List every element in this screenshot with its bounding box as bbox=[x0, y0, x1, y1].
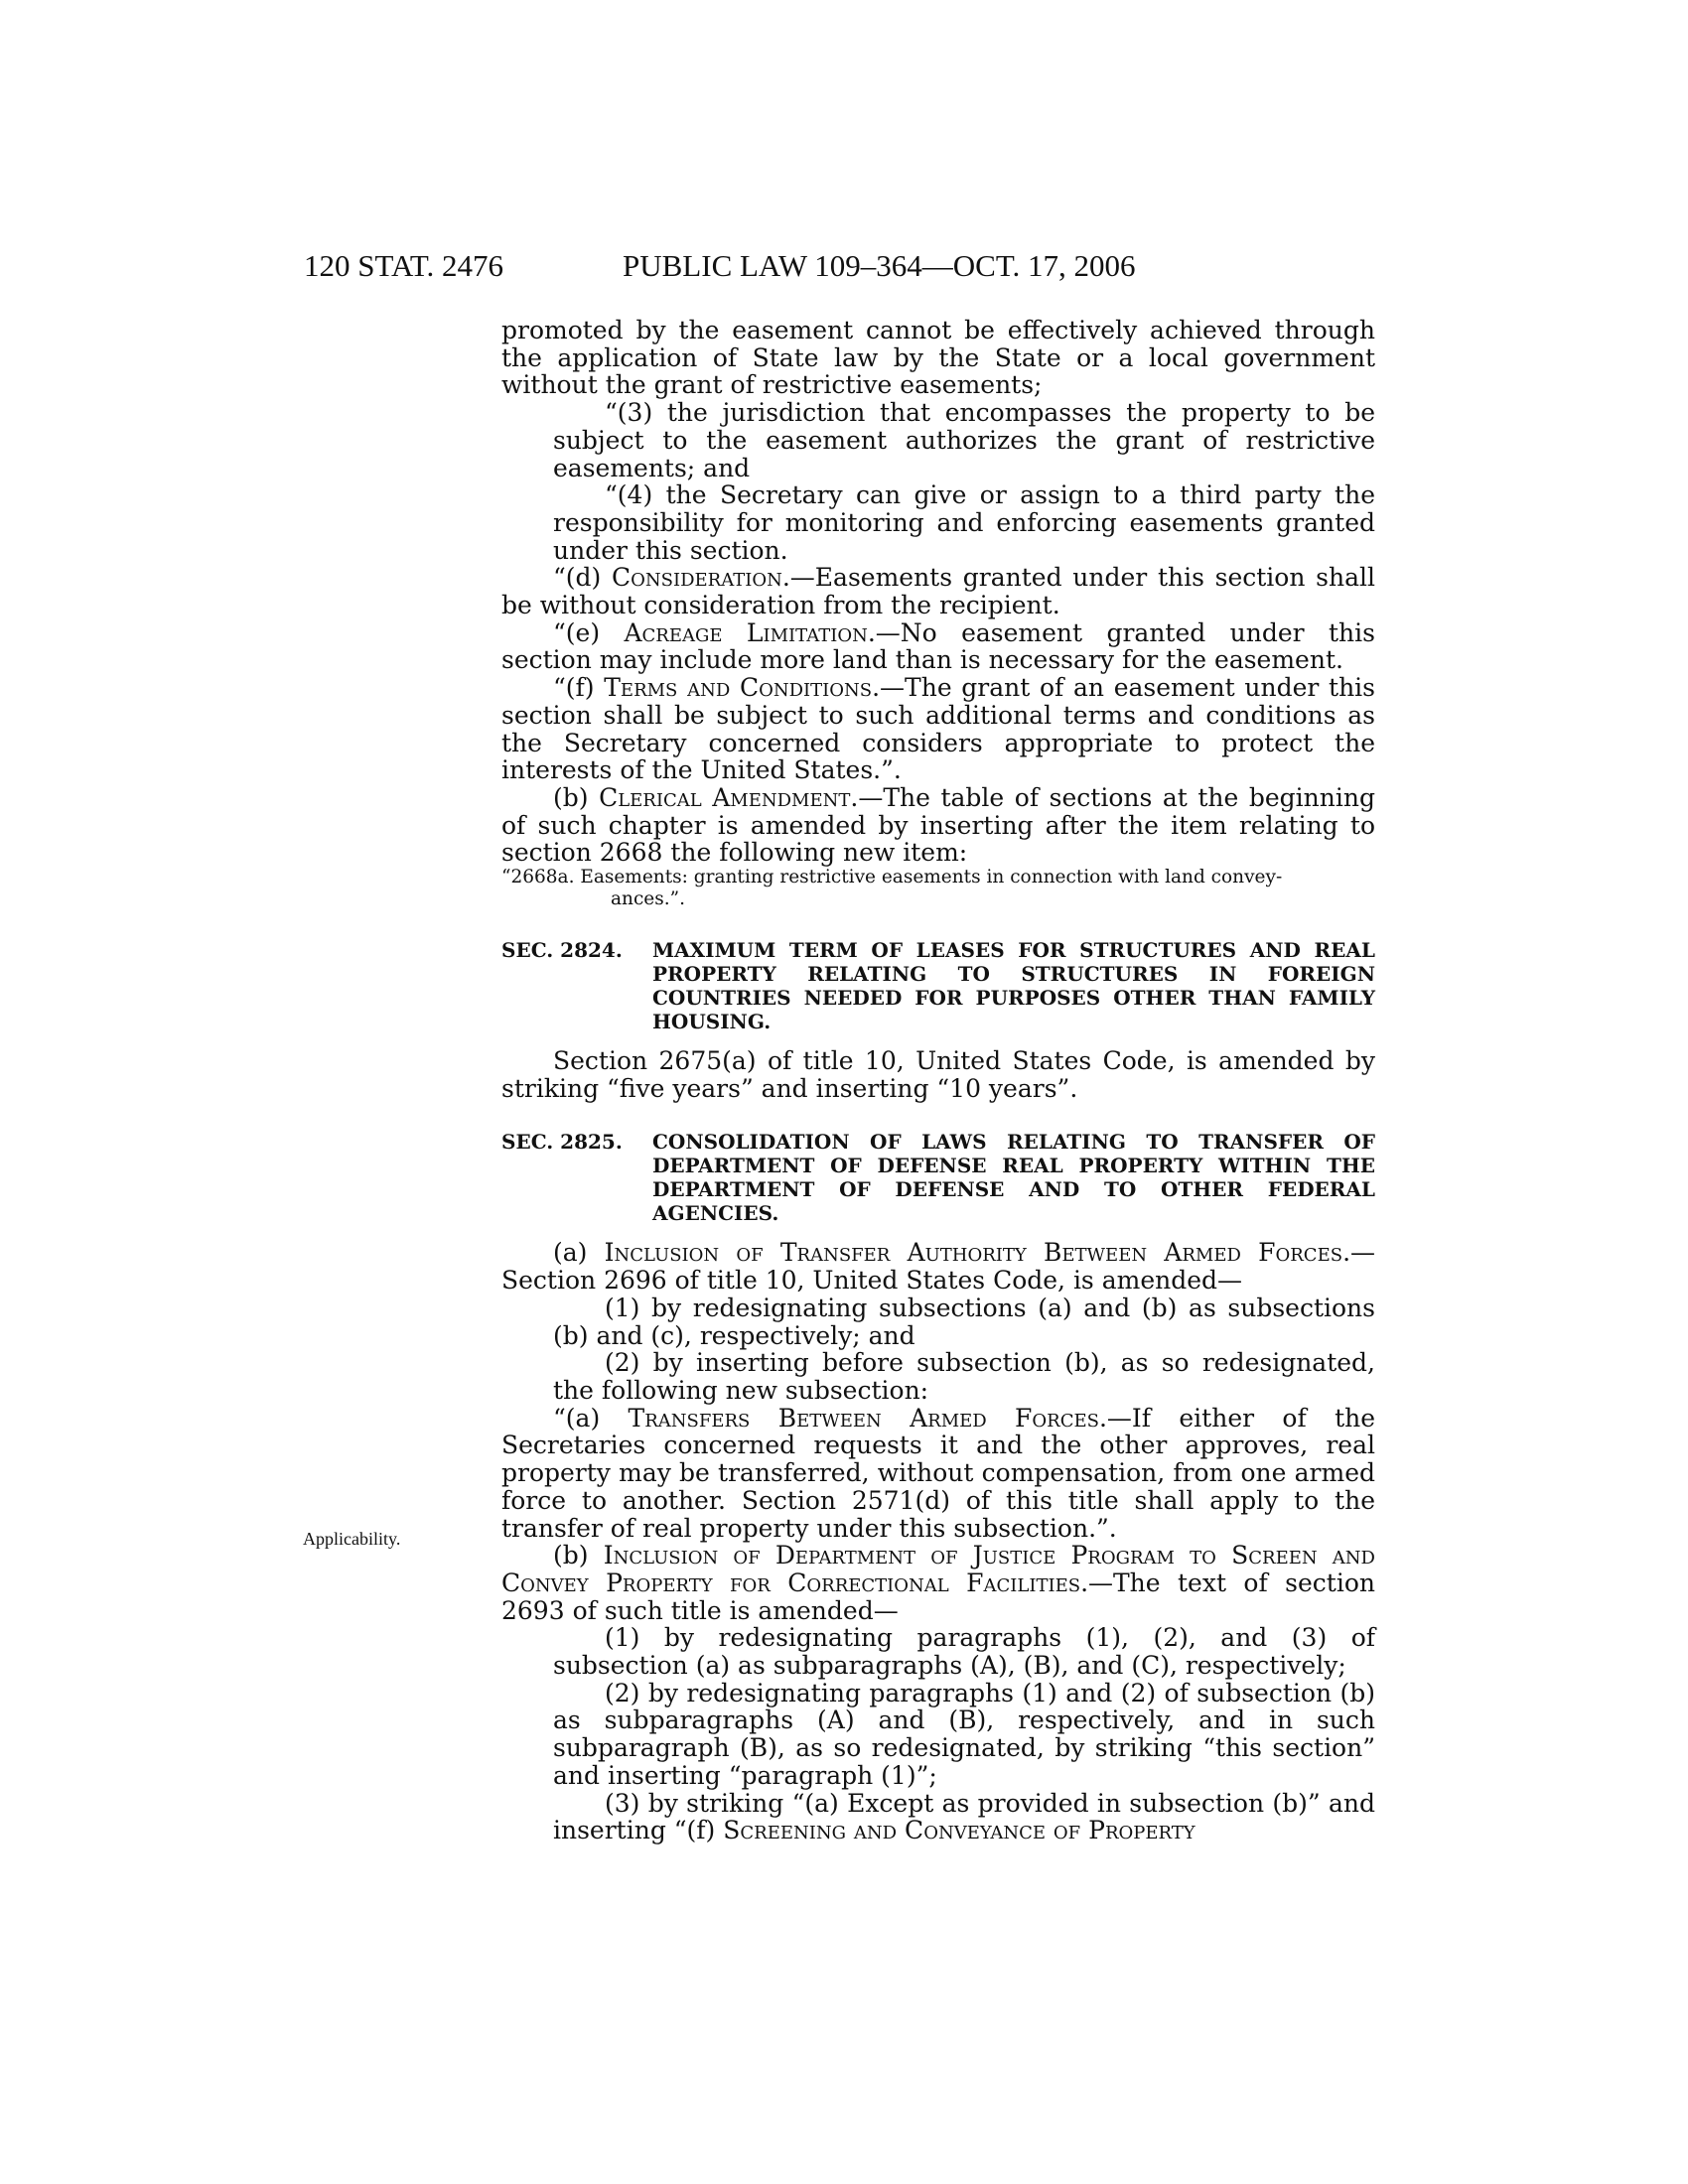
subsection-f-terms-and-conditions: “(f) Terms and Conditions.—The grant of an easement under this section shall be subject to such additional terms and conditions as the Secretary concerned considers appropriate to protect the interests of the United States.”. bbox=[501, 673, 1375, 785]
page-header bbox=[0, 248, 1688, 288]
margin-note-applicability: Applicability. bbox=[303, 1529, 401, 1549]
section-title: CONSOLIDATION OF LAWS RELATING TO TRANSFER OF DEPARTMENT OF DEFENSE REAL PROPERTY WITHIN THE DEPARTMENT OF DEFENSE AND TO OTHER FEDERAL AGENCIES. bbox=[652, 1130, 1375, 1226]
subsection-b-clerical-amendment: (b) Clerical Amendment.—The table of sections at the beginning of such chapter is amended by inserting after the item relating to section 2668 the following new item: bbox=[501, 782, 1375, 868]
running-title: PUBLIC LAW 109–364—OCT. 17, 2006 bbox=[623, 248, 1136, 283]
subsection-heading: Terms and Conditions bbox=[604, 673, 873, 703]
subsection-heading: Consideration bbox=[612, 563, 782, 593]
subsection-heading: Acreage Limitation bbox=[624, 617, 868, 647]
table-of-sections-item: “2668a. Easements: granting restrictive easements in connection with land convey- ances.”. bbox=[501, 867, 1283, 910]
subsection-d-consideration: “(d) Consideration.—Easements granted under this section shall be without consideration from the recipient. bbox=[501, 563, 1375, 620]
section-number: SEC. 2825. bbox=[501, 1130, 623, 1155]
statute-page-reference: 120 STAT. 2476 bbox=[304, 248, 504, 283]
new-subsection-a-transfers: “(a) Transfers Between Armed Forces.—If either of the Secretaries concerned requests it and the other approves, real property may be transferred, without compensation, from one armed force to another. Section 2571(d) of this title shall apply to the transfer of real property under this subsection.”. bbox=[501, 1403, 1376, 1543]
section-2824-text: Section 2675(a) of title 10, United States Code, is amended by striking “five years” and inserting “10 years”. bbox=[501, 1046, 1375, 1103]
paragraph-a-2: (2) by inserting before subsection (b), as so redesignated, the following new subsection: bbox=[553, 1348, 1375, 1405]
section-number: SEC. 2824. bbox=[501, 938, 623, 963]
paragraph-4: “(4) the Secretary can give or assign to a third party the responsibility for monitoring and enforcing easements granted under this section. bbox=[553, 480, 1375, 565]
subsection-e-acreage-limitation: “(e) Acreage Limitation.—No easement granted under this section may include more land than is necessary for the easement. bbox=[501, 617, 1375, 675]
section-2825-heading bbox=[501, 1130, 1375, 1225]
subsection-b-inclusion-doj-program: (b) Inclusion of Department of Justice Program to Screen and Convey Property for Correctional Facilities.—The text of section 2693 of such title is amended— bbox=[501, 1541, 1375, 1625]
paragraph-b-1: (1) by redesignating paragraphs (1), (2), and (3) of subsection (a) as subparagraphs (A), (B), and (C), respectively; bbox=[553, 1623, 1375, 1681]
subsection-heading: Transfers Between Armed Forces bbox=[628, 1403, 1099, 1433]
section-title: MAXIMUM TERM OF LEASES FOR STRUCTURES AND REAL PROPERTY RELATING TO STRUCTURES IN FOREIGN COUNTRIES NEEDED FOR PURPOSES OTHER THAN FAMILY HOUSING. bbox=[652, 938, 1375, 1034]
main-text-column bbox=[501, 317, 1375, 1844]
subsection-heading: Inclusion of Transfer Authority Between Armed Forces bbox=[604, 1238, 1343, 1268]
subsection-heading: Screening and Conveyance of Property bbox=[723, 1816, 1196, 1845]
paragraph-b-2: (2) by redesignating paragraphs (1) and (2) of subsection (b) as subparagraphs (A) and (B), respectively, and in such subparagraph (B), as so redesignated, by striking “this section” and inserting “paragraph (1)”; bbox=[553, 1678, 1375, 1790]
subsection-heading: Clerical Amendment bbox=[599, 782, 851, 812]
subsection-heading: Inclusion of Department of Justice Program to Screen and Convey Property for Correctional Facilities bbox=[501, 1541, 1375, 1597]
subsection-a-inclusion-transfer-authority: (a) Inclusion of Transfer Authority Between Armed Forces.—Section 2696 of title 10, United States Code, is amended— bbox=[501, 1238, 1376, 1296]
paragraph-3: “(3) the jurisdiction that encompasses the property to be subject to the easement authorizes the grant of restrictive easements; and bbox=[553, 398, 1375, 482]
section-2824-heading bbox=[501, 938, 1375, 1033]
paragraph-b-3: (3) by striking “(a) Except as provided in subsection (b)” and inserting “(f) Screening and Conveyance of Property bbox=[553, 1788, 1375, 1845]
paragraph-continuation: promoted by the easement cannot be effectively achieved through the application of State law by the State or a local government without the grant of restrictive easements; bbox=[501, 316, 1375, 400]
paragraph-a-1: (1) by redesignating subsections (a) and (b) as subsections (b) and (c), respectively; and bbox=[553, 1293, 1375, 1350]
